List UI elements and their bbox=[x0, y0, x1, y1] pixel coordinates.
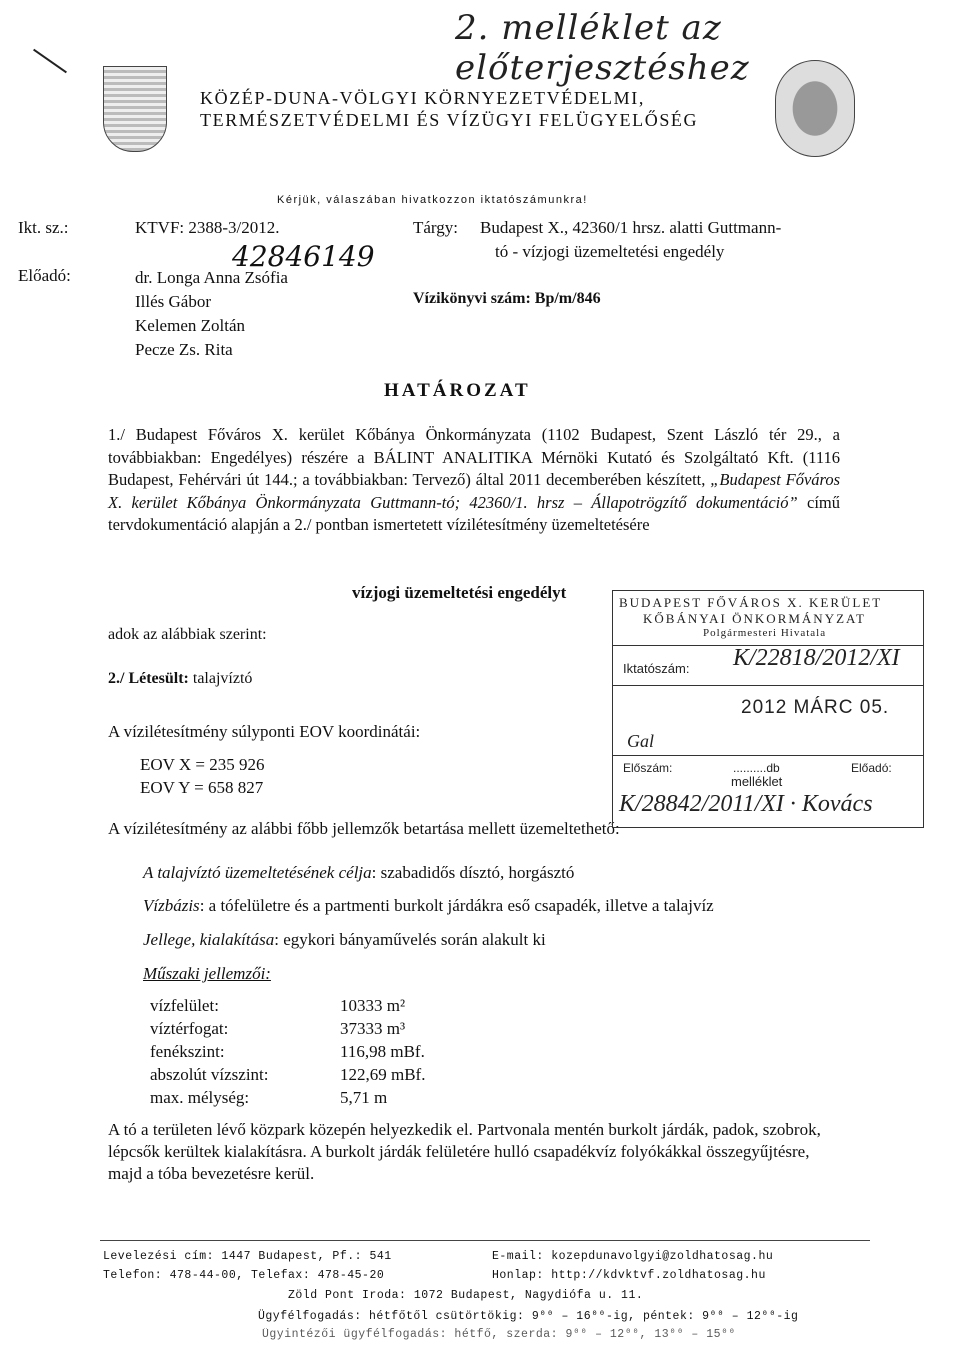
facility-label: 2./ Létesült: bbox=[108, 670, 189, 687]
stamp-prior-number-label: Előszám: bbox=[623, 761, 673, 775]
facility-established bbox=[108, 670, 252, 688]
organization-name-line1: KÖZÉP-DUNA-VÖLGYI KÖRNYEZETVÉDELMI, bbox=[200, 88, 645, 108]
coordinates-heading: A vízilétesítmény súlyponti EOV koordinátái: bbox=[108, 722, 421, 741]
feature-label: Vízbázis bbox=[143, 896, 200, 915]
subject-label: Tárgy: bbox=[413, 218, 459, 237]
case-officer-name: Kelemen Zoltán bbox=[135, 316, 245, 335]
stamp-authority-line2: KŐBÁNYAI ÖNKORMÁNYZAT bbox=[643, 611, 866, 626]
eov-y-coordinate: EOV Y = 658 827 bbox=[140, 778, 264, 797]
spec-value: 5,71 m bbox=[340, 1088, 388, 1107]
footer-website: Honlap: http://kdvktvf.zoldhatosag.hu bbox=[492, 1269, 766, 1282]
stamp-file-value: K/22818/2012/XI bbox=[733, 645, 900, 671]
decision-text-part: című tervdokumentáció alapján a 2./ pontban ismertetett vízilétesítmény üzemeltetésére bbox=[108, 492, 840, 534]
authority-seal-icon bbox=[775, 60, 855, 157]
footer-office-address: Zöld Pont Iroda: 1072 Budapest, Nagydiófa u. 11. bbox=[288, 1289, 644, 1302]
stamp-file-label: Iktatószám: bbox=[623, 661, 690, 676]
stamp-attachment-label: melléklet bbox=[731, 774, 783, 789]
spec-value: 122,69 mBf. bbox=[340, 1065, 426, 1084]
footer-postal-address: Levelezési cím: 1447 Budapest, Pf.: 541 bbox=[103, 1250, 392, 1263]
water-register-number: Vízikönyvi szám: Bp/m/846 bbox=[413, 290, 601, 307]
footer-office-hours: Ügyfélfogadás: hétfőtől csütörtökig: 9⁰⁰ – 16⁰⁰-ig, péntek: 9⁰⁰ – 12⁰⁰-ig bbox=[258, 1310, 799, 1323]
feature-purpose bbox=[143, 863, 574, 883]
registration-stamp bbox=[612, 590, 924, 828]
decision-paragraph bbox=[108, 424, 840, 537]
spec-label: víztérfogat: bbox=[150, 1019, 229, 1038]
feature-character bbox=[143, 930, 546, 950]
feature-label: Jellege, kialakítása bbox=[143, 930, 275, 949]
spec-label: vízfelület: bbox=[150, 996, 219, 1015]
document-title: HATÁROZAT bbox=[384, 380, 531, 401]
stamp-count-field: ..........db bbox=[733, 761, 780, 775]
feature-value: : szabadidős dísztó, horgásztó bbox=[371, 863, 575, 882]
closing-paragraph: A tó a területen lévő közpark közepén helyezkedik el. Partvonala mentén burkolt járdák, padok, szobrok, lépcsők kerültek kialakításra. A burkolt járdák felületére hulló csapadékvíz folyókákkal összegyűjtésre, majd a tóba bevezetésre kerül. bbox=[108, 1120, 821, 1183]
spec-label: fenékszint: bbox=[150, 1042, 225, 1061]
stamp-authority-line3: Polgármesteri Hivatala bbox=[703, 627, 827, 639]
spec-label: abszolút vízszint: bbox=[150, 1065, 269, 1084]
case-officer-name: Illés Gábor bbox=[135, 292, 212, 311]
case-officer-list bbox=[135, 266, 288, 362]
handwritten-reference: 42846149 bbox=[232, 240, 375, 273]
footer-officer-hours: Ügyintézői ügyfélfogadás: hétfő, szerda: 9⁰⁰ – 12⁰⁰, 13⁰⁰ – 15⁰⁰ bbox=[262, 1328, 736, 1341]
case-officer-name: Pecze Zs. Rita bbox=[135, 340, 233, 359]
stamp-signature: Gal bbox=[627, 731, 654, 751]
case-officer-name: dr. Longa Anna Zsófia bbox=[135, 268, 288, 287]
footer-divider bbox=[100, 1240, 870, 1241]
footer-email: E-mail: kozepdunavolgyi@zoldhatosag.hu bbox=[492, 1250, 774, 1263]
spec-value: 37333 m³ bbox=[340, 1019, 406, 1038]
organization-name-line2: TERMÉSZETVÉDELMI ÉS VÍZÜGYI FELÜGYELŐSÉG bbox=[200, 110, 699, 130]
stamp-authority-line1: BUDAPEST FŐVÁROS X. KERÜLET bbox=[619, 595, 883, 610]
handwritten-annotation: 2. melléklet az előterjesztéshez bbox=[455, 8, 750, 88]
permit-type: vízjogi üzemeltetési engedélyt bbox=[352, 583, 567, 602]
subject-line2: tó - vízjogi üzemeltetési engedély bbox=[495, 242, 725, 261]
stamp-divider bbox=[613, 685, 923, 686]
document-title-citation: „Budapest Főváros X. kerület Kőbánya Önkormányzata Guttmann-tó; 42360/1. hrsz – Állapotrögzítő dokumentáció” bbox=[108, 470, 840, 512]
features-intro: A vízilétesítmény az alábbi főbb jellemzők betartása mellett üzemeltethető: bbox=[108, 819, 620, 838]
spec-label: max. mélység: bbox=[150, 1088, 250, 1107]
case-officer-label: Előadó: bbox=[18, 266, 71, 285]
coat-of-arms-icon bbox=[103, 66, 167, 152]
grant-phrase: adok az alábbiak szerint: bbox=[108, 626, 267, 643]
stamp-officer-label: Előadó: bbox=[851, 761, 892, 775]
pen-mark bbox=[33, 49, 67, 74]
subject-line1: Budapest X., 42360/1 hrsz. alatti Guttmann- bbox=[480, 218, 782, 237]
reference-instruction: Kérjük, válaszában hivatkozzon iktatószámunkra! bbox=[277, 194, 588, 206]
technical-specs-heading: Műszaki jellemzői: bbox=[143, 964, 271, 983]
feature-value: : a tófelületre és a partmenti burkolt járdákra eső csapadék, illetve a talajvíz bbox=[199, 896, 714, 915]
spec-value: 116,98 mBf. bbox=[340, 1042, 425, 1061]
spec-value: 10333 m² bbox=[340, 996, 406, 1015]
decision-text-part: 1./ Budapest Főváros X. kerület Kőbánya Önkormányzata (1102 Budapest, Szent László tér 29., a továbbiakban: Engedélyes) részére a BÁLINT ANALITIKA Mérnöki Kutató és Szolgáltató Kft. (1116 Budapest, Fehérvári út 144.; a továbbiakban: Tervező) által 2011 decemberében készített, bbox=[108, 425, 840, 489]
stamp-handwritten-entry: K/28842/2011/XI · Kovács bbox=[619, 791, 873, 817]
footer-phone: Telefon: 478-44-00, Telefax: 478-45-20 bbox=[103, 1269, 385, 1282]
feature-label: A talajvíztó üzemeltetésének célja bbox=[143, 863, 372, 882]
stamp-date: 2012 MÁRC 05. bbox=[741, 697, 890, 718]
eov-x-coordinate: EOV X = 235 926 bbox=[140, 755, 265, 774]
file-number-label: Ikt. sz.: bbox=[18, 218, 69, 237]
stamp-divider bbox=[613, 755, 923, 756]
file-number-value: KTVF: 2388-3/2012. bbox=[135, 218, 280, 237]
facility-value: talajvíztó bbox=[188, 670, 253, 687]
feature-water-source bbox=[143, 896, 714, 916]
feature-value: : egykori bányaművelés során alakult ki bbox=[274, 930, 546, 949]
